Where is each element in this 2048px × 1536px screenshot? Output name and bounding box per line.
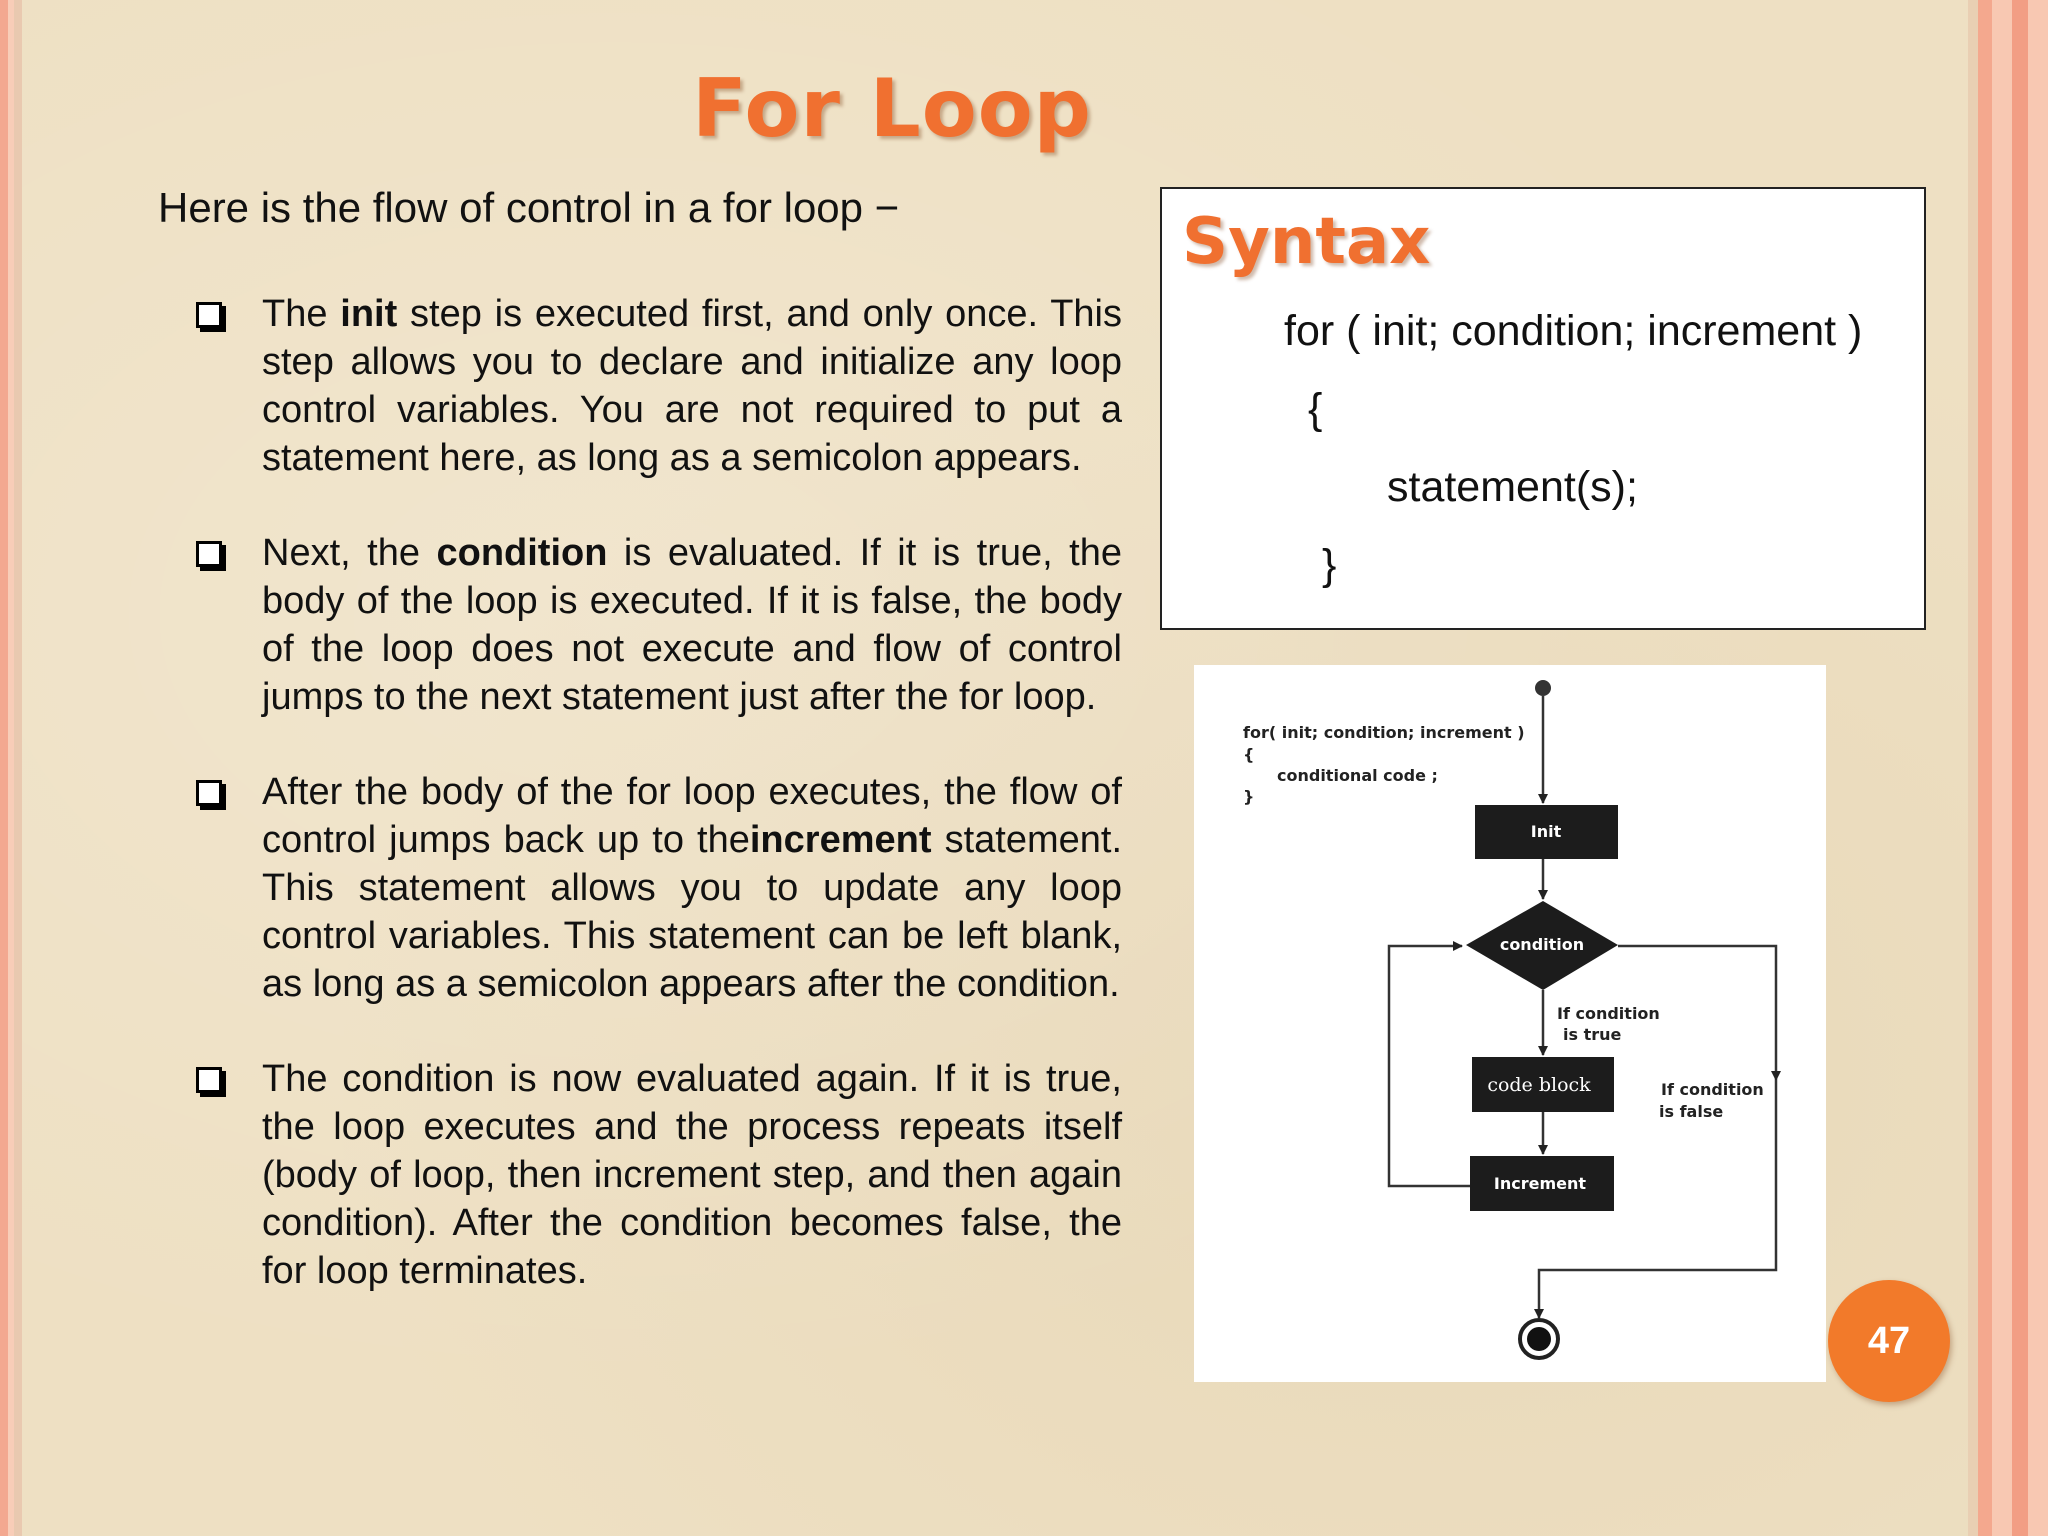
- syntax-line-close-brace: }: [1322, 541, 1337, 589]
- syntax-box: [1160, 187, 1926, 630]
- flowchart-image: [1194, 665, 1826, 1382]
- bullet-item-init: [196, 290, 1122, 482]
- syntax-title: Syntax: [1182, 205, 1431, 279]
- left-border-stripe: [0, 0, 22, 1536]
- checkbox-bullet-icon: [196, 780, 222, 806]
- increment-label: Increment: [1493, 1174, 1587, 1193]
- end-node: [1527, 1327, 1551, 1351]
- syntax-line-statement: statement(s);: [1387, 463, 1638, 511]
- flow-code-line-1: for( init; condition; increment ): [1243, 723, 1525, 742]
- bullet-text: Next, the condition is evaluated. If it is true, the body of the loop is executed. If it is false, the body of the loop does not execute and flow of control jumps to the next statement just after the for loop.: [262, 532, 1122, 718]
- bullet-text: After the body of the for loop executes, the flow of control jumps back up to theincrement statement. This statement allows you to update any loop control variables. This statement can be left blank, as long as a semicolon appears after the condition.: [262, 771, 1122, 1005]
- bullet-item-condition: [196, 529, 1122, 721]
- checkbox-bullet-icon: [196, 302, 222, 328]
- page-number-badge: 47: [1828, 1280, 1950, 1402]
- false-label-line-1: If condition: [1661, 1080, 1764, 1099]
- bullet-list: [196, 290, 1122, 1342]
- flowchart-diagram: [1194, 665, 1826, 1382]
- intro-text: Here is the flow of control in a for loop −: [158, 184, 900, 231]
- syntax-line-open-brace: {: [1308, 385, 1323, 433]
- slide-title: For Loop: [692, 62, 1092, 155]
- code-block-label: code block: [1487, 1074, 1591, 1096]
- bullet-text: The init step is executed first, and only once. This step allows you to declare and initialize any loop control variables. You are not required to put a statement here, as long as a semicolon appears.: [262, 293, 1122, 479]
- start-node: [1535, 680, 1551, 696]
- bullet-item-increment: [196, 768, 1122, 1008]
- condition-label: condition: [1499, 935, 1585, 954]
- arrow-increment-loop-back: [1389, 946, 1470, 1186]
- true-label-line-2: is true: [1563, 1025, 1622, 1044]
- checkbox-bullet-icon: [196, 1067, 222, 1093]
- right-border-stripe: [1968, 0, 2048, 1536]
- checkbox-bullet-icon: [196, 541, 222, 567]
- false-label-line-2: is false: [1659, 1102, 1724, 1121]
- syntax-line-for: for ( init; condition; increment ): [1284, 307, 1863, 355]
- init-label: Init: [1530, 822, 1562, 841]
- flow-code-line-3: conditional code ;: [1277, 766, 1438, 785]
- flow-code-line-4: }: [1243, 787, 1255, 806]
- bullet-item-repeat: [196, 1055, 1122, 1295]
- flow-code-line-2: {: [1243, 745, 1255, 764]
- true-label-line-1: If condition: [1557, 1004, 1660, 1023]
- bullet-text: The condition is now evaluated again. If it is true, the loop executes and the process repeats itself (body of loop, then increment step, and then again condition). After the condition becomes false, the for loop terminates.: [262, 1058, 1122, 1292]
